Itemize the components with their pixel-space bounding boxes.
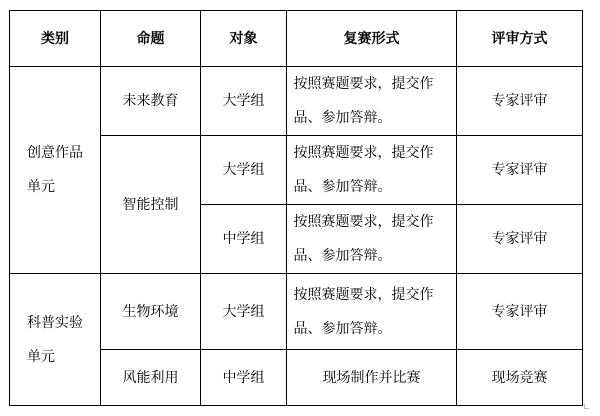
unit-name-line2: 单元 <box>27 348 55 365</box>
topic-cell: 未来教育 <box>101 67 201 136</box>
review-cell: 专家评审 <box>457 274 583 350</box>
group-cell: 大学组 <box>201 274 287 350</box>
format-text: 按照赛题要求，提交作品、参加答辩。 <box>293 145 434 195</box>
topic-cell: 生物环境 <box>101 274 201 350</box>
review-cell: 专家评审 <box>457 67 583 136</box>
header-format: 复赛形式 <box>287 11 457 67</box>
format-cell <box>287 274 457 350</box>
header-topic: 命题 <box>101 11 201 67</box>
unit-label <box>27 136 83 204</box>
header-group: 对象 <box>201 11 287 67</box>
group-cell: 大学组 <box>201 136 287 205</box>
unit-cell-creative <box>10 67 101 274</box>
header-row <box>10 11 583 67</box>
unit-cell-science <box>10 274 101 406</box>
topic-cell: 风能利用 <box>101 350 201 406</box>
format-cell <box>287 136 457 205</box>
topic-cell: 智能控制 <box>101 136 201 274</box>
unit-name-line2: 单元 <box>27 179 55 195</box>
format-text: 按照赛题要求，提交作品、参加答辩。 <box>293 76 434 126</box>
format-text: 按照赛题要求，提交作品、参加答辩。 <box>293 214 434 264</box>
table-row <box>10 274 583 350</box>
format-cell: 现场制作并比赛 <box>287 350 457 406</box>
review-cell: 现场竞赛 <box>457 350 583 406</box>
unit-name-line1: 科普实验 <box>27 314 83 331</box>
format-cell <box>287 67 457 136</box>
unit-name-line1: 创意作品 <box>27 145 83 161</box>
review-cell: 专家评审 <box>457 136 583 205</box>
unit-label <box>27 306 83 374</box>
corner-mark <box>584 404 589 409</box>
group-cell: 大学组 <box>201 67 287 136</box>
review-cell: 专家评审 <box>457 205 583 274</box>
group-cell: 中学组 <box>201 350 287 406</box>
group-cell: 中学组 <box>201 205 287 274</box>
format-text: 按照赛题要求，提交作品、参加答辩。 <box>293 286 434 337</box>
table-row <box>10 67 583 136</box>
format-cell <box>287 205 457 274</box>
competition-table <box>9 10 583 406</box>
header-review: 评审方式 <box>457 11 583 67</box>
header-type: 类别 <box>10 11 101 67</box>
